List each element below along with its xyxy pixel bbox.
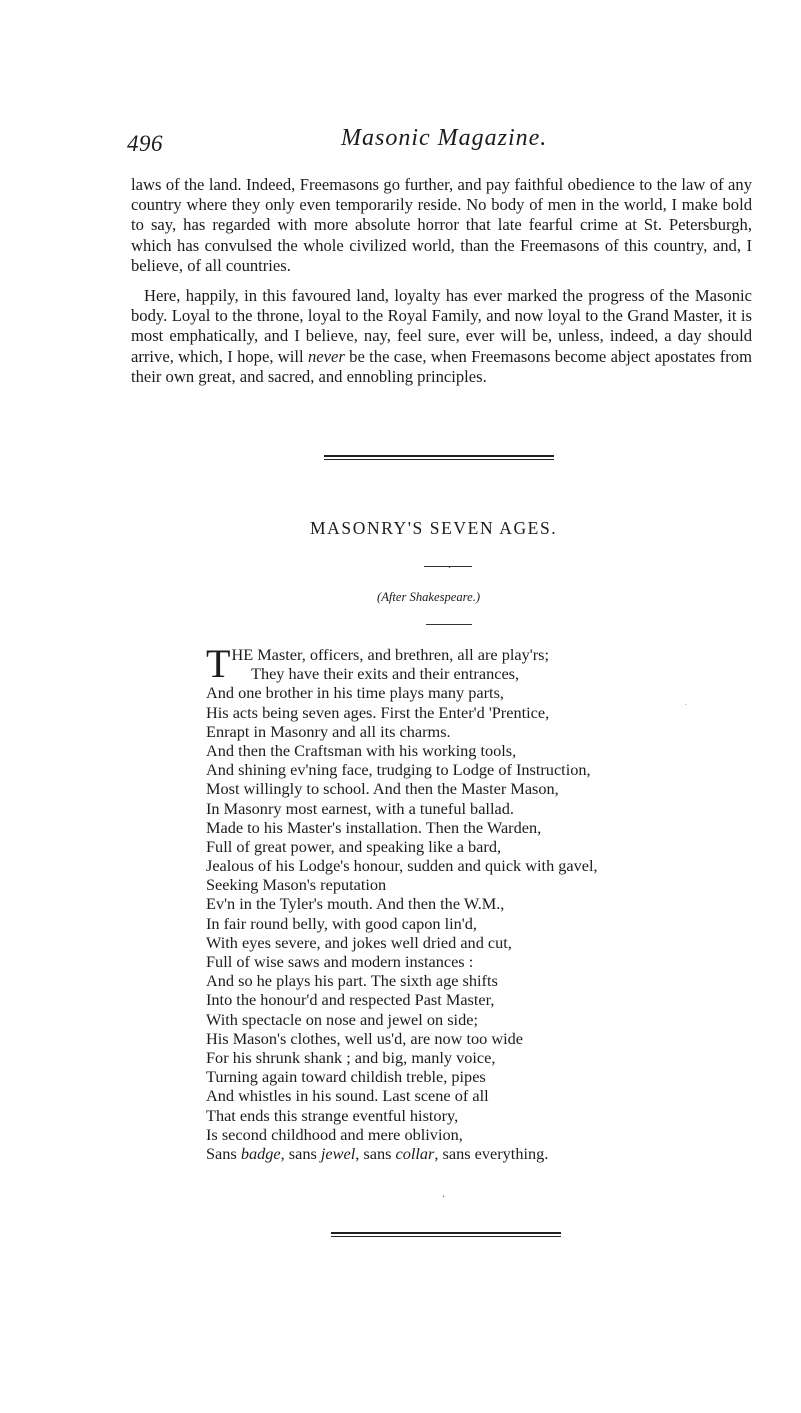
prose-paragraph-2 — [131, 286, 752, 387]
poem-line-text: In Masonry most earnest, with a tuneful ballad. — [206, 798, 514, 818]
poem-line — [206, 683, 598, 702]
poem-line — [206, 1086, 598, 1105]
paragraph-text-after: be the case, when Freemasons become abject apostates from their own great, and sacred, and ennobling principles. — [131, 346, 752, 386]
emphasis-jewel: jewel — [320, 1143, 356, 1163]
poem-line-text: In fair round belly, with good capon lin'd, — [206, 913, 477, 933]
poem-line-text: Turning again toward childish treble, pipes — [206, 1067, 486, 1087]
last-line-part: Sans — [206, 1143, 241, 1163]
poem-line — [206, 779, 598, 798]
poem-line — [206, 971, 598, 990]
emphasis-collar: collar — [395, 1143, 435, 1163]
poem-lines — [206, 683, 598, 1144]
poem-line-2 — [206, 664, 598, 683]
poem-line — [206, 952, 598, 971]
poem-line-text: Made to his Master's installation. Then the Warden, — [206, 817, 542, 837]
emphasis-badge: badge — [240, 1143, 281, 1163]
paragraph-text-before: Here, happily, in this favoured land, loyalty has ever marked the progress of the Masonic body. Loyal to the throne, loyal to the Royal Family, and now loyal to the Grand Master, it is most emphatically, and I believe, nay, feel sure, ever will be, unless, indeed, a day should arrive, which, I hope, will — [131, 286, 752, 366]
last-line-part: , sans — [280, 1143, 321, 1163]
poem-line-text: And one brother in his time plays many parts, — [206, 683, 504, 703]
poem-line — [206, 1029, 598, 1048]
stray-mark: · — [684, 700, 688, 711]
poem-line-text: They have their exits and their entrances, — [251, 664, 520, 684]
poem-line — [206, 875, 598, 894]
poem-line — [206, 1010, 598, 1029]
poem-line-text: And so he plays his part. The sixth age shifts — [206, 971, 498, 991]
poem-line-text: Seeking Mason's reputation — [206, 875, 387, 895]
poem-line — [206, 703, 598, 722]
poem-line-text: With eyes severe, and jokes well dried and cut, — [206, 932, 512, 952]
poem-line — [206, 990, 598, 1009]
poem-line-text: That ends this strange eventful history, — [206, 1105, 459, 1125]
poem-line-text: Full of wise saws and modern instances : — [206, 952, 474, 971]
poem-line-text: With spectacle on nose and jewel on side; — [206, 1009, 478, 1029]
section-divider-top — [324, 455, 554, 460]
poem-line — [206, 760, 598, 779]
title-underline — [424, 566, 472, 567]
drop-cap: T — [206, 641, 231, 686]
poem-line-text: And then the Craftsman with his working tools, — [206, 740, 517, 760]
poem-title: MASONRY'S SEVEN AGES. — [310, 518, 558, 538]
poem-line — [206, 1125, 598, 1144]
attribution-underline — [426, 624, 472, 625]
poem-line-text: Ev'n in the Tyler's mouth. And then the W.M., — [206, 894, 505, 914]
poem-line — [206, 837, 598, 856]
poem-line-text: And shining ev'ning face, trudging to Lodge of Instruction, — [206, 760, 591, 780]
running-title: Masonic Magazine. — [341, 125, 548, 151]
poem-line-text: His Mason's clothes, well us'd, are now too wide — [206, 1028, 523, 1048]
poem-line-text: Jealous of his Lodge's honour, sudden and quick with gavel, — [206, 856, 598, 876]
poem-line-text: And whistles in his sound. Last scene of all — [206, 1086, 489, 1106]
poem-line-text: Into the honour'd and respected Past Master, — [206, 990, 495, 1010]
poem-line — [206, 1067, 598, 1086]
last-line-part: , sans everything. — [434, 1143, 549, 1163]
last-line-part: , sans — [355, 1143, 396, 1163]
poem-line — [206, 894, 598, 913]
poem-line-last — [206, 1144, 598, 1163]
poem-line — [206, 818, 598, 837]
emphasis-never: never — [307, 346, 345, 366]
poem-line-text: Enrapt in Masonry and all its charms. — [206, 721, 451, 741]
prose-paragraph-1 — [131, 175, 752, 276]
poem-line-text: Is second childhood and mere oblivion, — [206, 1124, 463, 1144]
page-number: 496 — [127, 131, 163, 156]
poem-line — [206, 799, 598, 818]
poem-line — [206, 856, 598, 875]
poem-attribution: (After Shakespeare.) — [377, 590, 481, 604]
poem-line-text: Most willingly to school. And then the Master Mason, — [206, 779, 559, 799]
poem-line — [206, 1106, 598, 1125]
poem-line — [206, 722, 598, 741]
poem-line-text: HE Master, officers, and brethren, all are play'rs; — [231, 645, 549, 664]
poem-line-text: Full of great power, and speaking like a bard, — [206, 836, 502, 856]
section-divider-bottom — [331, 1232, 561, 1237]
poem-line-text: For his shrunk shank ; and big, manly voice, — [206, 1047, 496, 1067]
ornament-dot: . — [442, 1186, 445, 1200]
poem-body — [206, 641, 598, 1163]
ornament-dot: . — [448, 557, 451, 571]
poem-line — [206, 914, 598, 933]
poem-line-text: His acts being seven ages. First the Enter'd 'Prentice, — [206, 702, 550, 722]
poem-line — [206, 933, 598, 952]
poem-line — [206, 741, 598, 760]
poem-line — [206, 1048, 598, 1067]
paragraph-text — [131, 286, 752, 387]
paragraph-text: laws of the land. Indeed, Freemasons go further, and pay faithful obedience to the law of any country where they only even temporarily reside. No body of men in the world, I make bold to say, has regarded with more absolute horror that late fearful crime at St. Petersburgh, which has convulsed the whole civilized world, than the Freemasons of this country, and, I believe, of all countries. — [131, 175, 752, 275]
